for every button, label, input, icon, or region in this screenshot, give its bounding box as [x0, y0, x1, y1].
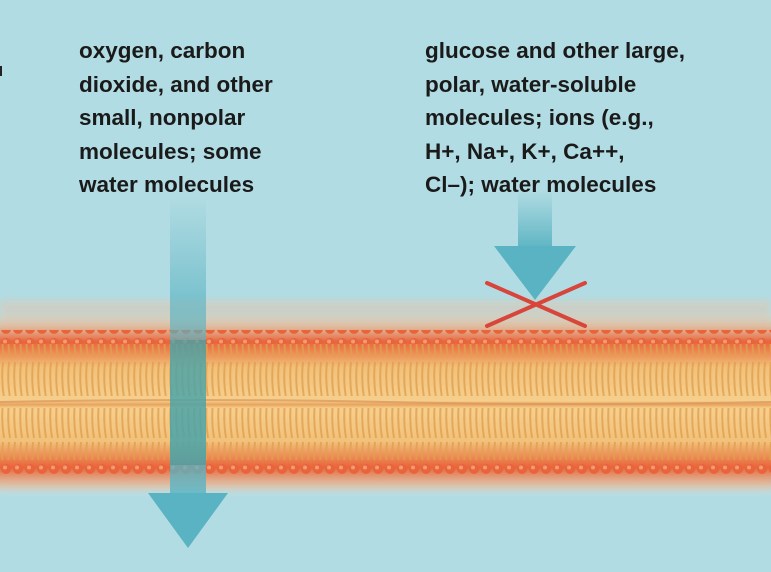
- outer-head-row: [0, 330, 771, 344]
- left-caption-line: water molecules: [79, 172, 255, 197]
- left-arrow-channel: [170, 340, 206, 465]
- left-caption-line: small, nonpolar: [79, 105, 246, 130]
- arrow-down-icon: [494, 190, 576, 300]
- right-caption: [425, 34, 685, 202]
- right-caption-line: H+, Na+, K+, Ca++,: [425, 138, 625, 164]
- edge-marker: [0, 66, 2, 76]
- left-caption-line: molecules; some: [79, 138, 262, 164]
- left-caption: [79, 34, 273, 202]
- left-caption-line: oxygen, carbon: [79, 38, 246, 63]
- inner-tail-row: [0, 408, 771, 460]
- left-caption-line: dioxide, and other: [79, 71, 273, 97]
- left-arrow-head: [148, 493, 228, 548]
- inner-head-row: [0, 460, 771, 474]
- lipid-bilayer: [0, 312, 771, 497]
- right-caption-line: molecules; ions (e.g.,: [425, 105, 654, 130]
- right-caption-line: polar, water-soluble: [425, 71, 637, 97]
- outer-tail-row: [0, 344, 771, 396]
- right-caption-line: Cl–); water molecules: [425, 172, 657, 197]
- right-caption-line: glucose and other large,: [425, 38, 686, 63]
